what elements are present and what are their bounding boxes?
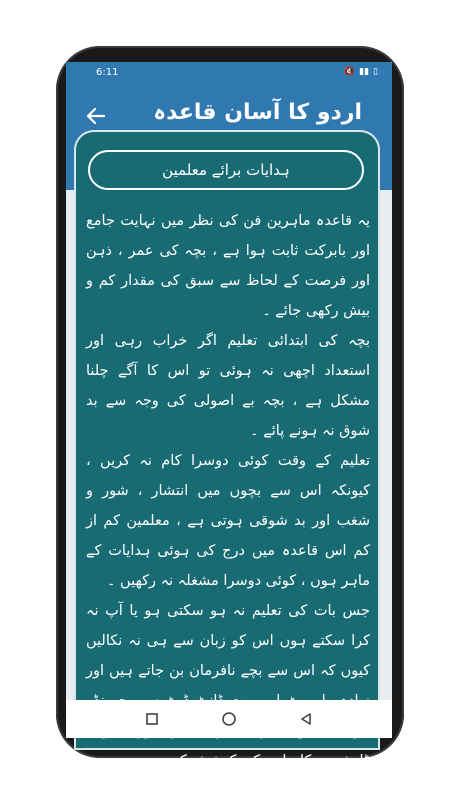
arrow-left-svg — [86, 106, 106, 126]
paragraph: یہ قاعدہ ماہرین فن کی نظر میں نہایت جامع اور بابرکت ثابت ہوا ہے ، بچہ کی عمر ، ذہن اور فرصت کے لحاظ سے سبق کی مقدار کم و بیش رکھی جائے ۔ — [86, 213, 370, 319]
status-time: 6:11 — [96, 66, 119, 78]
recent-apps-svg — [145, 712, 159, 726]
section-header — [88, 150, 364, 190]
paragraph: تعلیم کے وقت کوئی دوسرا کام نہ کریں ، کیونکہ اس سے بچوں میں انتشار ، شور و شغب اور بد شوقی ہوتی ہے ، معلمین کم از کم اس قاعدہ میں درج کی ہوئی ہدایات کے ماہر ہوں ، کوئی دوسرا مشغلہ نہ رکھیں ۔ — [86, 453, 370, 589]
section-header-label: ہدایات برائے معلمین — [162, 161, 290, 179]
paragraph: جس بات کی تعلیم نہ ہو سکتی ہو یا آپ نہ کرا سکتے ہوں اس کو زبان سے ہی نہ نکالیں کیوں کہ اس سے بچے نافرمان بن جاتے ہیں اور ڈانٹ سے کام لینے کی کوشش کریں ، پھر بھی — [86, 603, 370, 769]
home-svg — [221, 711, 237, 727]
home-icon[interactable] — [218, 708, 240, 730]
signal-icon: ▮▮ — [359, 67, 370, 77]
back-svg — [299, 712, 313, 726]
back-icon[interactable] — [295, 708, 317, 730]
page-title: اردو کا آسان قاعدہ — [153, 100, 362, 125]
recent-apps-icon[interactable] — [141, 708, 163, 730]
screen — [66, 62, 392, 769]
status-icons — [344, 67, 378, 77]
battery-icon: ▯ — [373, 67, 378, 77]
paragraph: بچہ کی ابتدائی تعلیم اگر خراب رہی اور استعداد اچھی نہ ہوئی تو اس کا آگے چلنا مشکل ہے ، بچہ بے اصولی کی وجہ سے بد شوق نہ ہونے پائے ۔ — [86, 333, 370, 439]
status-bar — [66, 62, 392, 82]
system-nav-bar — [66, 700, 392, 738]
arrow-left-icon[interactable] — [86, 106, 106, 131]
mute-icon: 🔇 — [343, 67, 356, 77]
instructions-text — [86, 206, 370, 776]
content-panel — [74, 130, 380, 769]
